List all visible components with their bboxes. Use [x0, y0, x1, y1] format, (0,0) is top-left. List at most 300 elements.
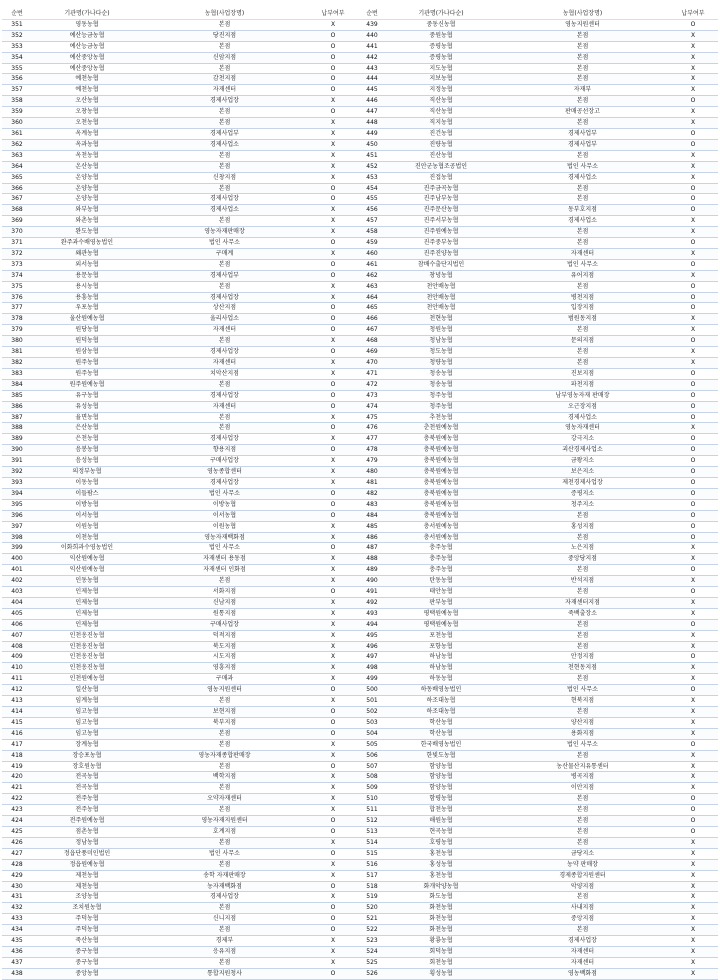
cell-org: 충서원예농협 [385, 532, 497, 543]
cell-no: 500 [359, 685, 385, 696]
table-row [359, 826, 718, 837]
cell-no: 351 [2, 19, 32, 30]
cell-no: 502 [359, 707, 385, 718]
cell-paid: O [668, 816, 718, 827]
cell-no: 446 [359, 96, 385, 107]
cell-org: 학산농협 [385, 717, 497, 728]
cell-org: 인천옹진농협 [32, 630, 142, 641]
cell-org: 점촌농협 [32, 826, 142, 837]
cell-paid: O [668, 794, 718, 805]
table-row [2, 74, 359, 85]
cell-site: 이안지점 [497, 783, 668, 794]
cell-org: 익산원예농협 [32, 554, 142, 565]
table-row [359, 805, 718, 816]
cell-site: 법인 사무소 [142, 848, 307, 859]
cell-no: 401 [2, 565, 32, 576]
cell-org: 하남농협 [385, 652, 497, 663]
table-row [359, 292, 718, 303]
cell-org: 조치원농협 [32, 903, 142, 914]
table-row [359, 663, 718, 674]
cell-no: 449 [359, 128, 385, 139]
table-row [359, 597, 718, 608]
cell-no: 373 [2, 259, 32, 270]
table-row [2, 205, 359, 216]
cell-paid: X [307, 859, 359, 870]
cell-paid: X [668, 270, 718, 281]
cell-site: 당진지점 [142, 30, 307, 41]
table-row [2, 532, 359, 543]
cell-paid: O [307, 685, 359, 696]
table-row [2, 805, 359, 816]
cell-org: 장호원농협 [32, 761, 142, 772]
cell-site: 본점 [497, 805, 668, 816]
cell-no: 380 [2, 336, 32, 347]
table-row [359, 96, 718, 107]
cell-org: 죽산농협 [32, 936, 142, 947]
cell-org: 원주원예농협 [32, 379, 142, 390]
cell-org: 예산능금농협 [32, 30, 142, 41]
cell-no: 487 [359, 543, 385, 554]
cell-no: 422 [2, 794, 32, 805]
cell-site: 법인 사무소 [497, 685, 668, 696]
cell-org: 해원농협 [385, 816, 497, 827]
cell-paid: X [307, 619, 359, 630]
cell-paid: X [668, 717, 718, 728]
cell-site: 용화지점 [497, 728, 668, 739]
cell-paid: O [668, 336, 718, 347]
cell-no: 406 [2, 619, 32, 630]
cell-org: 인제농협 [32, 587, 142, 598]
cell-paid: X [307, 576, 359, 587]
cell-no: 477 [359, 434, 385, 445]
cell-org: 참배수출단지법인 [385, 259, 497, 270]
cell-paid: X [668, 903, 718, 914]
table-row [2, 914, 359, 925]
cell-org: 인제농협 [32, 619, 142, 630]
cell-org: 합천농협 [385, 805, 497, 816]
cell-no: 523 [359, 936, 385, 947]
cell-site: 치악산지점 [142, 368, 307, 379]
cell-org: 진주금곡농협 [385, 183, 497, 194]
table-row [359, 390, 718, 401]
cell-no: 398 [2, 532, 32, 543]
cell-paid: O [668, 292, 718, 303]
table-row [2, 314, 359, 325]
cell-site: 병곡지점 [497, 772, 668, 783]
cell-site: 신니지점 [142, 914, 307, 925]
cell-paid: X [307, 521, 359, 532]
cell-org: 온산농협 [32, 161, 142, 172]
table-row [359, 619, 718, 630]
cell-site: 영농지원센터 [142, 685, 307, 696]
table-row [2, 685, 359, 696]
table-row [2, 510, 359, 521]
table-row [2, 107, 359, 118]
table-row [2, 488, 359, 499]
cell-no: 515 [359, 848, 385, 859]
cell-paid: O [668, 587, 718, 598]
cell-paid: O [668, 19, 718, 30]
cell-paid: X [668, 107, 718, 118]
cell-paid: O [668, 477, 718, 488]
cell-no: 386 [2, 401, 32, 412]
cell-paid: X [307, 336, 359, 347]
cell-paid: X [668, 630, 718, 641]
cell-no: 409 [2, 652, 32, 663]
cell-paid: X [668, 881, 718, 892]
cell-org: 증평농협 [385, 41, 497, 52]
cell-site: 본점 [497, 794, 668, 805]
table-row [359, 347, 718, 358]
cell-paid: X [307, 128, 359, 139]
cell-paid: X [668, 358, 718, 369]
cell-no: 519 [359, 892, 385, 903]
cell-org: 원당농협 [32, 325, 142, 336]
cell-site: 괴산경제사업소 [497, 445, 668, 456]
cell-no: 455 [359, 194, 385, 205]
table-row [2, 925, 359, 936]
cell-org: 지보농협 [385, 74, 497, 85]
cell-paid: O [307, 728, 359, 739]
cell-org: 학산농협 [385, 728, 497, 739]
table-row [2, 150, 359, 161]
cell-no: 421 [2, 783, 32, 794]
cell-org: 전주농협 [32, 794, 142, 805]
cell-no: 437 [2, 957, 32, 968]
cell-no: 426 [2, 837, 32, 848]
table-row [2, 576, 359, 587]
cell-site: 본점 [142, 925, 307, 936]
cell-org: 음봉농협 [32, 445, 142, 456]
cell-no: 521 [359, 914, 385, 925]
cell-org: 임계농협 [32, 696, 142, 707]
cell-paid: X [307, 674, 359, 685]
cell-site: 본점 [497, 183, 668, 194]
cell-no: 407 [2, 630, 32, 641]
cell-site: 본점 [497, 826, 668, 837]
cell-site: 본점 [142, 118, 307, 129]
cell-site: 통합지원청사 [142, 968, 307, 979]
table-row [2, 445, 359, 456]
cell-no: 417 [2, 739, 32, 750]
table-row [2, 281, 359, 292]
cell-site: 신남지점 [142, 597, 307, 608]
table-row [359, 205, 718, 216]
cell-no: 465 [359, 303, 385, 314]
cell-paid: X [307, 118, 359, 129]
cell-site: 경제사업장 [142, 292, 307, 303]
cell-paid: X [307, 281, 359, 292]
table-row [359, 794, 718, 805]
cell-site: 경제부 [142, 936, 307, 947]
cell-no: 355 [2, 63, 32, 74]
cell-paid: O [668, 685, 718, 696]
cell-org: 화도농협 [385, 892, 497, 903]
cell-org: 전곡농협 [32, 783, 142, 794]
table-row [359, 379, 718, 390]
cell-org: 증평농협 [385, 52, 497, 63]
cell-paid: X [307, 608, 359, 619]
cell-no: 397 [2, 521, 32, 532]
cell-paid: O [668, 521, 718, 532]
cell-paid: O [307, 85, 359, 96]
cell-paid: O [307, 183, 359, 194]
cell-no: 475 [359, 412, 385, 423]
cell-paid: O [307, 325, 359, 336]
cell-site: 자재센터 [142, 358, 307, 369]
cell-site: 영농자재종합판매장 [142, 750, 307, 761]
table-row [359, 150, 718, 161]
cell-paid: O [668, 826, 718, 837]
cell-site: 자재센터 [142, 401, 307, 412]
cell-org: 충북원예농협 [385, 456, 497, 467]
table-row [359, 456, 718, 467]
cell-no: 384 [2, 379, 32, 390]
table-row [2, 270, 359, 281]
cell-site: 유어지점 [497, 270, 668, 281]
cell-site: 영농백화점 [497, 968, 668, 979]
column-header-org: 기관명(가나다순) [385, 9, 497, 19]
cell-site: 본점 [497, 532, 668, 543]
table-row [359, 903, 718, 914]
cell-no: 482 [359, 488, 385, 499]
cell-site: 본점 [142, 576, 307, 587]
cell-no: 420 [2, 772, 32, 783]
cell-org: 충주농협 [385, 543, 497, 554]
cell-site: 본점 [142, 336, 307, 347]
cell-paid: X [307, 150, 359, 161]
cell-org: 천현농협 [385, 314, 497, 325]
table-right [359, 9, 718, 980]
cell-site: 본점 [497, 30, 668, 41]
cell-no: 448 [359, 118, 385, 129]
cell-org: 예천농협 [32, 74, 142, 85]
table-row [359, 227, 718, 238]
cell-org: 전주원예농협 [32, 816, 142, 827]
table-row [2, 161, 359, 172]
cell-org: 인천옹진농협 [32, 641, 142, 652]
cell-site: 죽백출장소 [497, 608, 668, 619]
cell-site: 본점 [142, 379, 307, 390]
cell-no: 385 [2, 390, 32, 401]
cell-org: 추천농협 [385, 412, 497, 423]
cell-paid: X [307, 227, 359, 238]
cell-site: 본점 [142, 281, 307, 292]
table-row [359, 118, 718, 129]
cell-no: 375 [2, 281, 32, 292]
table-row [2, 412, 359, 423]
cell-site: 본점 [142, 859, 307, 870]
cell-no: 374 [2, 270, 32, 281]
table-row [359, 434, 718, 445]
cell-site: 증평지소 [497, 488, 668, 499]
cell-org: 천안배농협 [385, 292, 497, 303]
table-row [2, 696, 359, 707]
cell-org: 원주농협 [32, 368, 142, 379]
cell-no: 403 [2, 587, 32, 598]
table-row [359, 565, 718, 576]
cell-org: 와부농협 [32, 205, 142, 216]
cell-no: 404 [2, 597, 32, 608]
cell-no: 377 [2, 303, 32, 314]
cell-org: 화천농협 [385, 925, 497, 936]
table-row [2, 837, 359, 848]
cell-site: 본점 [497, 194, 668, 205]
cell-org: 진량농협 [385, 139, 497, 150]
cell-paid: X [307, 565, 359, 576]
cell-org: 춘천원예농협 [385, 423, 497, 434]
cell-org: 진건농협 [385, 128, 497, 139]
cell-org: 진접농협 [385, 172, 497, 183]
table-row [2, 248, 359, 259]
cell-paid: O [668, 390, 718, 401]
cell-no: 501 [359, 696, 385, 707]
cell-paid: X [307, 467, 359, 478]
cell-no: 453 [359, 172, 385, 183]
table-row [2, 608, 359, 619]
cell-org: 평택원예농협 [385, 608, 497, 619]
cell-no: 483 [359, 499, 385, 510]
cell-org: 화개악양농협 [385, 881, 497, 892]
cell-site: 오근장지점 [497, 401, 668, 412]
cell-org: 청도농협 [385, 347, 497, 358]
table-row [2, 707, 359, 718]
cell-org: 회천농협 [385, 957, 497, 968]
cell-site: 경제사업장 [142, 194, 307, 205]
cell-paid: X [668, 227, 718, 238]
table-row [2, 139, 359, 150]
cell-no: 430 [2, 881, 32, 892]
cell-site: 동부호지점 [497, 205, 668, 216]
cell-org: 예산중앙농협 [32, 52, 142, 63]
cell-no: 445 [359, 85, 385, 96]
cell-paid: O [668, 96, 718, 107]
cell-no: 388 [2, 423, 32, 434]
cell-paid: X [307, 172, 359, 183]
cell-site: 남부영농자재 판매장 [497, 390, 668, 401]
cell-site: 법인 사무소 [142, 488, 307, 499]
cell-paid: X [307, 837, 359, 848]
cell-no: 428 [2, 859, 32, 870]
cell-paid: X [668, 554, 718, 565]
cell-no: 393 [2, 477, 32, 488]
table-row [359, 216, 718, 227]
cell-no: 480 [359, 467, 385, 478]
cell-paid: O [668, 565, 718, 576]
cell-no: 481 [359, 477, 385, 488]
cell-paid: O [307, 303, 359, 314]
cell-org: 완주과수배영농법인 [32, 238, 142, 249]
cell-org: 황룡농협 [385, 936, 497, 947]
cell-site: 문의지점 [497, 336, 668, 347]
cell-no: 371 [2, 238, 32, 249]
cell-site: 자재센터 [497, 946, 668, 957]
cell-paid: O [307, 717, 359, 728]
cell-org: 원덕농협 [32, 336, 142, 347]
cell-site: 영농자재판매장 [142, 227, 307, 238]
cell-org: 이동농협 [32, 477, 142, 488]
cell-org: 용흥농협 [32, 292, 142, 303]
cell-paid: O [307, 816, 359, 827]
cell-site: 본점 [497, 358, 668, 369]
cell-paid: X [668, 347, 718, 358]
table-row [2, 19, 359, 30]
cell-site: 본점 [497, 565, 668, 576]
cell-org: 정읍단풍미인법인 [32, 848, 142, 859]
cell-paid: X [668, 74, 718, 85]
cell-org: 충북원예농협 [385, 499, 497, 510]
cell-paid: O [668, 467, 718, 478]
table-row [359, 761, 718, 772]
cell-no: 362 [2, 139, 32, 150]
cell-site: 본점 [497, 587, 668, 598]
cell-site: 본점 [497, 510, 668, 521]
cell-no: 473 [359, 390, 385, 401]
cell-no: 484 [359, 510, 385, 521]
cell-site: 입장지점 [497, 303, 668, 314]
payment-status-sheet [2, 9, 718, 980]
table-row [2, 379, 359, 390]
table-row [359, 467, 718, 478]
cell-paid: X [668, 172, 718, 183]
cell-paid: X [307, 805, 359, 816]
cell-org: 이화희과수영농법인 [32, 543, 142, 554]
cell-paid: O [668, 183, 718, 194]
cell-site: 구매계 [142, 248, 307, 259]
cell-paid: X [668, 52, 718, 63]
cell-site: 응유지점 [142, 946, 307, 957]
table-row [359, 183, 718, 194]
cell-no: 402 [2, 576, 32, 587]
cell-org: 주덕농협 [32, 914, 142, 925]
cell-no: 435 [2, 936, 32, 947]
cell-org: 진주문산농협 [385, 205, 497, 216]
cell-site: 영농자재센터 [497, 423, 668, 434]
cell-no: 456 [359, 205, 385, 216]
cell-org: 포항농협 [385, 641, 497, 652]
cell-site: 자재센터 [142, 85, 307, 96]
table-row [2, 292, 359, 303]
table-row [2, 390, 359, 401]
table-row [359, 368, 718, 379]
table-row [2, 477, 359, 488]
cell-site: 본점 [142, 41, 307, 52]
cell-site: 천현동지점 [497, 663, 668, 674]
cell-org: 옥과농협 [32, 139, 142, 150]
cell-site: 경제사업장 [142, 434, 307, 445]
cell-site: 경제사업장 [142, 96, 307, 107]
cell-paid: X [668, 936, 718, 947]
cell-site: 경제사업소 [142, 205, 307, 216]
cell-site: 본점 [497, 118, 668, 129]
cell-no: 412 [2, 685, 32, 696]
cell-site: 양산지점 [497, 717, 668, 728]
cell-org: 지정농협 [385, 85, 497, 96]
table-row [2, 85, 359, 96]
cell-no: 392 [2, 467, 32, 478]
cell-site: 이서농협 [142, 510, 307, 521]
cell-paid: O [307, 914, 359, 925]
cell-org: 예천농협 [32, 85, 142, 96]
cell-no: 452 [359, 161, 385, 172]
table-left [2, 9, 359, 980]
table-row [359, 554, 718, 565]
cell-site: 중앙당지점 [497, 554, 668, 565]
cell-no: 495 [359, 630, 385, 641]
cell-org: 인제농협 [32, 608, 142, 619]
cell-site: 본점 [497, 837, 668, 848]
cell-org: 조양농협 [32, 892, 142, 903]
